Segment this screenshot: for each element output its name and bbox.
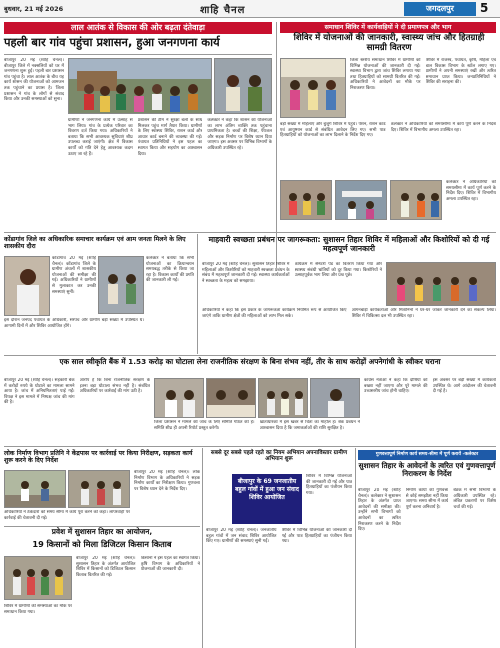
mid-right-photo	[386, 262, 496, 306]
wide-body-col-3: जिला प्रशासन ने मामले की जांच के लिए समिति गठित की है। समिति शीघ्र ही अपनी रिपोर्ट प्रस्तुत करेगी।	[154, 420, 255, 431]
right-photo-3	[335, 180, 387, 220]
right-body-col-2: शिविर में राजस्व, पंचायत, कृषि, महिला एवं बाल विकास विभाग के स्टॉल लगाए गए। ग्रामीणों ने अपनी समस्याएं रखीं और त्वरित समाधान प्राप्त किया। जनप्रतिनिधियों ने शिविर की सराहना की।	[425, 58, 496, 86]
wide-body-cols-2	[154, 420, 360, 442]
right-body-col-1: जिला स्तरीय समाधान शिविर में ग्रामीणों को विभिन्न योजनाओं की जानकारी दी गई। स्वास्थ्य विभाग द्वारा जांच शिविर लगाया गया तथा हितग्राहियों को सामग्री वितरित की गई। अधिकारियों ने आवेदनों का मौके पर निराकरण किया।	[350, 58, 421, 91]
mid-right-body-cols-2	[202, 308, 496, 352]
wide-body-col-5: कांग्रेस नेताओं ने कहा कि दोषियों को बख्शा नहीं जाएगा और पूरे मामले की उच्चस्तरीय जांच होनी चाहिए।	[364, 378, 428, 395]
road-inspection-photo-icon	[5, 471, 66, 508]
women-gathering-photo-icon	[387, 263, 496, 306]
lower-right-body-col-3: बैठक में सभी विभागों के अधिकारी उपस्थित रहे। लंबित प्रकरणों पर विशेष चर्चा की गई।	[453, 488, 496, 510]
mid-right-headline: माहवारी स्वच्छता प्रबंधन पर जागरूकता: सुशासन तिहार शिविर में महिलाओं और किशोरियों को दी गई महत्वपूर्ण जानकारी	[208, 235, 490, 253]
mid-right-body-col-2: कार्यक्रम में सेनेटरी पैड का वितरण किया गया और स्वास्थ्य संबंधी भ्रांतियों को दूर किया गया। किशोरियों ने उत्साहपूर्वक भाग लिया और प्रश्न पूछे।	[294, 262, 382, 279]
bottom-left-headline-2: 19 किसानों को मिला डिजिटल किसान किताब	[32, 539, 172, 549]
wide-photo-3	[258, 378, 308, 418]
lower-right-headline: सुशासन तिहार के आवेदनों के त्वरित एवं गुणवत्तापूर्ण निराकरण के निर्देश	[358, 461, 496, 479]
right-body-col-3: बड़ी संख्या में महिलाएं और बुजुर्ग शिविर में पहुंचे। पेंशन, राशन कार्ड एवं आयुष्मान कार्ड से संबंधित आवेदन लिए गए। सभी पात्र हितग्राहियों को योजनाओं का लाभ दिलाने के निर्देश दिए गए।	[280, 122, 386, 139]
right-photo-4	[390, 180, 442, 220]
wide-photo-1	[154, 378, 204, 418]
lower-left-headline: लोक निर्माण विभाग प्रतिनि ने केंद्रपास पर कार्रवाई पर किया निरीक्षण, सड़कता कार्य शुरू करने के दिए निर्देश	[4, 450, 193, 465]
speaker-photo-icon	[311, 379, 360, 418]
paper-name: शाहि चैनल	[200, 5, 246, 16]
center-side-cols	[306, 474, 352, 524]
bottom-left-body-col-2: किसानों ने इस पहल का स्वागत किया। कृषि विभाग के अधिकारियों ने योजनाओं की जानकारी दी।	[140, 556, 200, 573]
site-visit-photo-icon	[69, 471, 130, 508]
stage-photo-icon	[259, 379, 308, 418]
bottom-left-photo	[4, 556, 72, 600]
health-camp-photo-icon	[336, 181, 387, 220]
mid-left-photo-1	[4, 256, 50, 316]
wide-photo-2	[206, 378, 256, 418]
wide-body-col-1: बीजापुर 20 मई (शाहि चैनल)। सहकारी बैंक में करोड़ों रुपये के घोटाले का मामला सामने आया है। जांच में अनियमितताएं पाई गईं। विपक्ष ने इस मामले में निष्पक्ष जांच की मांग की है।	[4, 378, 75, 406]
mid-left-body-col-1: कोंडागांव 20 मई (शाहि चैनल)। कोंडागांव जिले के ग्रामीण अंचलों में शासकीय योजनाओं की समीक्षा की गई। अधिकारियों ने ग्रामीणों से मुलाकात कर उनकी समस्याएं सुनीं।	[52, 256, 96, 295]
mid-left-body-col-3: इस दौरान जनपद पंचायत के अधिकारी, सरपंच और ग्रामीण बड़ी संख्या में उपस्थित थे। आगामी दिनों में और शिविर आयोजित होंगे।	[4, 318, 144, 329]
wide-body-col-6: इस अवसर पर बड़ी संख्या में कार्यकर्ता उपस्थित थे। आगे आंदोलन की चेतावनी दी गई है।	[432, 378, 496, 395]
center-body-col-3: शिविर में विभिन्न योजनाओं की जानकारी दी गई और पात्र हितग्राहियों का पंजीयन किया गया।	[306, 474, 352, 496]
left-body	[4, 58, 64, 264]
lower-right-kicker: गुणवत्तापूर्ण निर्माण कार्य समय-सीमा में पूर्ण करायें -कलेक्टर	[358, 450, 496, 460]
wide-body-cols-3	[364, 378, 496, 442]
center-quote: बीजापुर के 69 जनजातीय बहुल गांवों में हुआ जन संवाद शिविर आयोजित	[232, 474, 302, 524]
right-body-col-5: कलेक्टर ने अधिकारियों को समयसीमा में कार्य पूर्ण करने के निर्देश दिए। शिविर में विभागीय अमला उपस्थित रहा।	[446, 180, 496, 202]
bottom-left-body-col-3: शिविर में ग्रामीणों की समस्याओं का मौके पर समाधान किया गया।	[4, 604, 72, 615]
left-body-col-1: बीजापुर 20 मई (शाहि चैनल)। बीजापुर जिले में नक्सलियों को घर में जनगणना शुरू हुई। पहली बार प्रशासन गांव पहुंचा है। लाल आतंक के बीच यह कार्य शासन की योजनाओं को आमजन तक पहुंचाने का प्रयास है। जिला प्रशासन ने गांव के लोगों से संवाद किया और उनकी समस्याओं को सुना।	[4, 58, 64, 103]
meeting-photo-icon	[99, 257, 144, 314]
officials-photo-icon	[215, 59, 272, 114]
wide-photo-4	[310, 378, 360, 418]
mid-left-body-cols-2	[146, 256, 194, 352]
left-photo-1	[68, 58, 212, 114]
bottom-left-body-cols	[76, 556, 200, 644]
left-body-col-4: कलेक्टर ने कहा कि शासन की योजनाओं का लाभ अंतिम व्यक्ति तक पहुंचाना प्राथमिकता है। बच्चों की शिक्षा, पेयजल और सड़क निर्माण पर विशेष ध्यान दिया जाएगा। इस अवसर पर विभिन्न विभागों के अधिकारी उपस्थित रहे।	[207, 118, 272, 151]
issue-date: बुधवार, 21 मई 2026	[4, 5, 64, 13]
official-portrait-icon	[5, 257, 50, 316]
wide-body-col-4: खाताधारकों में इस खबर से चिंता का माहौल है। बैंक प्रबंधन ने आश्वासन दिया है कि जमाकर्ताओं की राशि सुरक्षित है।	[259, 420, 360, 431]
mid-right-body-cols	[202, 262, 382, 306]
crowd-photo-icon	[69, 59, 212, 114]
left-kicker: लाल आतंक से विकास की ओर बढ़ता दंतेवाड़ा	[4, 22, 272, 34]
mid-right-body-col-1: बीजापुर 20 मई (शाहि चैनल)। सुशासन तिहार शिविर में महिलाओं और किशोरियों को माहवारी स्वच्छता प्रबंधन के संबंध में महत्वपूर्ण जानकारी दी गई। स्वास्थ्य कार्यकर्ताओं ने स्वच्छता के महत्व को समझाया।	[202, 262, 290, 284]
lower-left-body-col-1: बीजापुर 20 मई (शाहि चैनल)। लोक निर्माण विभाग के अधिकारियों ने सड़क निर्माण कार्यों का निरीक्षण किया। गुणवत्ता पर विशेष ध्यान देने के निर्देश दिए।	[134, 470, 200, 492]
masthead	[0, 0, 500, 18]
distribution-photo-icon	[391, 181, 442, 220]
city-label: जगदलपुर	[404, 2, 476, 16]
right-body-cols	[350, 58, 496, 120]
bottom-left-body-cols-2	[4, 604, 72, 644]
right-photo-2	[280, 180, 332, 220]
lower-left-photo-1	[4, 470, 66, 508]
camp-photo-icon	[281, 59, 346, 118]
bottom-left-body-col-1: बीजापुर 20 मई (शाहि चैनल)। सुशासन तिहार के अंतर्गत आयोजित शिविर में किसानों को डिजिटल किसान किताब वितरित की गई।	[76, 556, 136, 578]
lower-right-body-col-2: निर्माण कार्यों की गुणवत्ता से कोई समझौता नहीं किया जाएगा। समय सीमा में कार्य पूर्ण करना अनिवार्य है।	[405, 488, 449, 510]
lower-left-photo-2	[68, 470, 130, 508]
left-body-col-2: ग्रामीणों ने जनगणना कार्य में उत्साह से भाग लिया। गांव के प्रत्येक परिवार का विवरण दर्ज किया गया। अधिकारियों ने बताया कि सभी आवश्यक सुविधाएं शीघ्र उपलब्ध कराई जाएंगी। क्षेत्र में विकास कार्यों को गति देने हेतु आवश्यक कदम उठाए जा रहे हैं।	[68, 118, 133, 157]
lower-left-body-cols	[134, 470, 200, 522]
mid-left-photo-2	[98, 256, 144, 314]
lower-left-body-col-2: अधिकारियों ने ठेकेदारों को समय सीमा में कार्य पूरा करने को कहा। लापरवाही पर कार्रवाई की चेतावनी दी गई।	[4, 510, 130, 521]
mid-left-body-col-2: कलेक्टर ने बताया कि सभी योजनाओं का क्रियान्वयन समयबद्ध तरीके से किया जा रहा है। विकास कार्यों की प्रगति की जानकारी ली गई।	[146, 256, 194, 284]
right-body-col-4: कलेक्टर ने अधिकारियों को समयसीमा में कार्य पूर्ण करने के निर्देश दिए। शिविर में विभागीय अमला उपस्थित रहा।	[390, 122, 496, 133]
bottom-left-headline: प्रवेश में सुशासन तिहार का आयोजन,	[51, 527, 153, 536]
center-body-col-2: शिविर में विभिन्न योजनाओं की जानकारी दी गई और पात्र हितग्राहियों का पंजीयन किया गया।	[281, 528, 352, 545]
mid-right-body-col-3: अधिकारियों ने कहा कि इस प्रकार के जागरूकता कार्यक्रम नियमित रूप से आयोजित किए जाएंगे ताकि ग्रामीण क्षेत्रों की महिलाओं को लाभ मिल सके।	[202, 308, 347, 319]
mid-left-body-cols-3	[4, 318, 144, 352]
center-body-cols	[206, 528, 352, 644]
mid-left-headline: कोंडागांव जिले का अधिकारिक समाचार कार्यक्रम एवं आम जनता मिलने के लिए शासकीय दौरा	[4, 236, 186, 251]
right-body-side	[446, 180, 496, 220]
center-headline: सबसे दूर सबसे पहले रहते का नियम अभियान अपनाविस्तार ग्रामीण अभियान शुरू	[210, 450, 348, 463]
lower-right-body-cols	[358, 488, 496, 644]
left-photo-2	[214, 58, 272, 114]
page-number: 5	[480, 1, 489, 15]
wide-body-col-2: आरोप है कि बिना राजनीतिक संरक्षण के इतना बड़ा घोटाला संभव नहीं है। संबंधित अधिकारियों पर कार्रवाई की मांग उठी है।	[79, 378, 150, 395]
center-body-col-1: बीजापुर 20 मई (शाहि चैनल)। जनजातीय बहुल गांवों में जन संवाद शिविर आयोजित किए गए। ग्रामीणों की समस्याएं सुनी गईं।	[206, 528, 277, 545]
left-body-col-3: प्रशासन की टीम ने सुरक्षा बलों के साथ मिलकर पहुंच मार्ग तैयार किया। ग्रामीणों के लिए स्वास्थ्य शिविर, राशन कार्ड और आधार कार्ड बनाने की व्यवस्था की गई। पंचायत प्रतिनिधियों ने इस पहल का स्वागत किया और सहयोग का आश्वासन दिया।	[137, 118, 203, 157]
mid-right-body-col-4: आंगनबाड़ी कार्यकर्ताओं और मितानिनों ने घर-घर जाकर जानकारी देने का संकल्प लिया। शिविर में चिकित्सा दल भी उपस्थित रहा।	[351, 308, 496, 319]
lower-left-body-cols-2	[4, 510, 130, 522]
seated-women-photo-icon	[281, 181, 332, 220]
leaders-photo-icon	[155, 379, 204, 418]
press-conference-photo-icon	[207, 379, 256, 418]
right-headline: शिविर में योजनाओं की जानकारी, स्वास्थ्य जांच और हितग्राही सामग्री वितरण	[293, 33, 485, 53]
wide-body-cols-1	[4, 378, 150, 442]
right-body-cols-lower	[280, 122, 496, 178]
wide-headline: एक साल स्वीकृति बैंक में 1.53 करोड़ का घोटाला लेना राजनीतिक संरक्षण के बिना संभव नहीं, तीर के साथ करोड़ों अपनेगांधी के स्वीकर घराना	[59, 357, 441, 366]
left-headline: पहली बार गांव पहुंचा प्रशासन, हुआ जनगणना कार्य	[4, 35, 220, 49]
lower-right-body-col-1: बीजापुर 20 मई (शाहि चैनल)। कलेक्टर ने सुशासन तिहार के अंतर्गत प्राप्त आवेदनों की समीक्षा की। उन्होंने सभी विभागों को आवेदनों का त्वरित निराकरण करने के निर्देश दिए।	[358, 488, 401, 533]
right-photo-1	[280, 58, 346, 118]
farmers-photo-icon	[5, 557, 72, 600]
right-kicker: समाधान शिविर में कार्यवाहियों ने दी प्रमाणपत्र और भाग	[280, 22, 496, 33]
